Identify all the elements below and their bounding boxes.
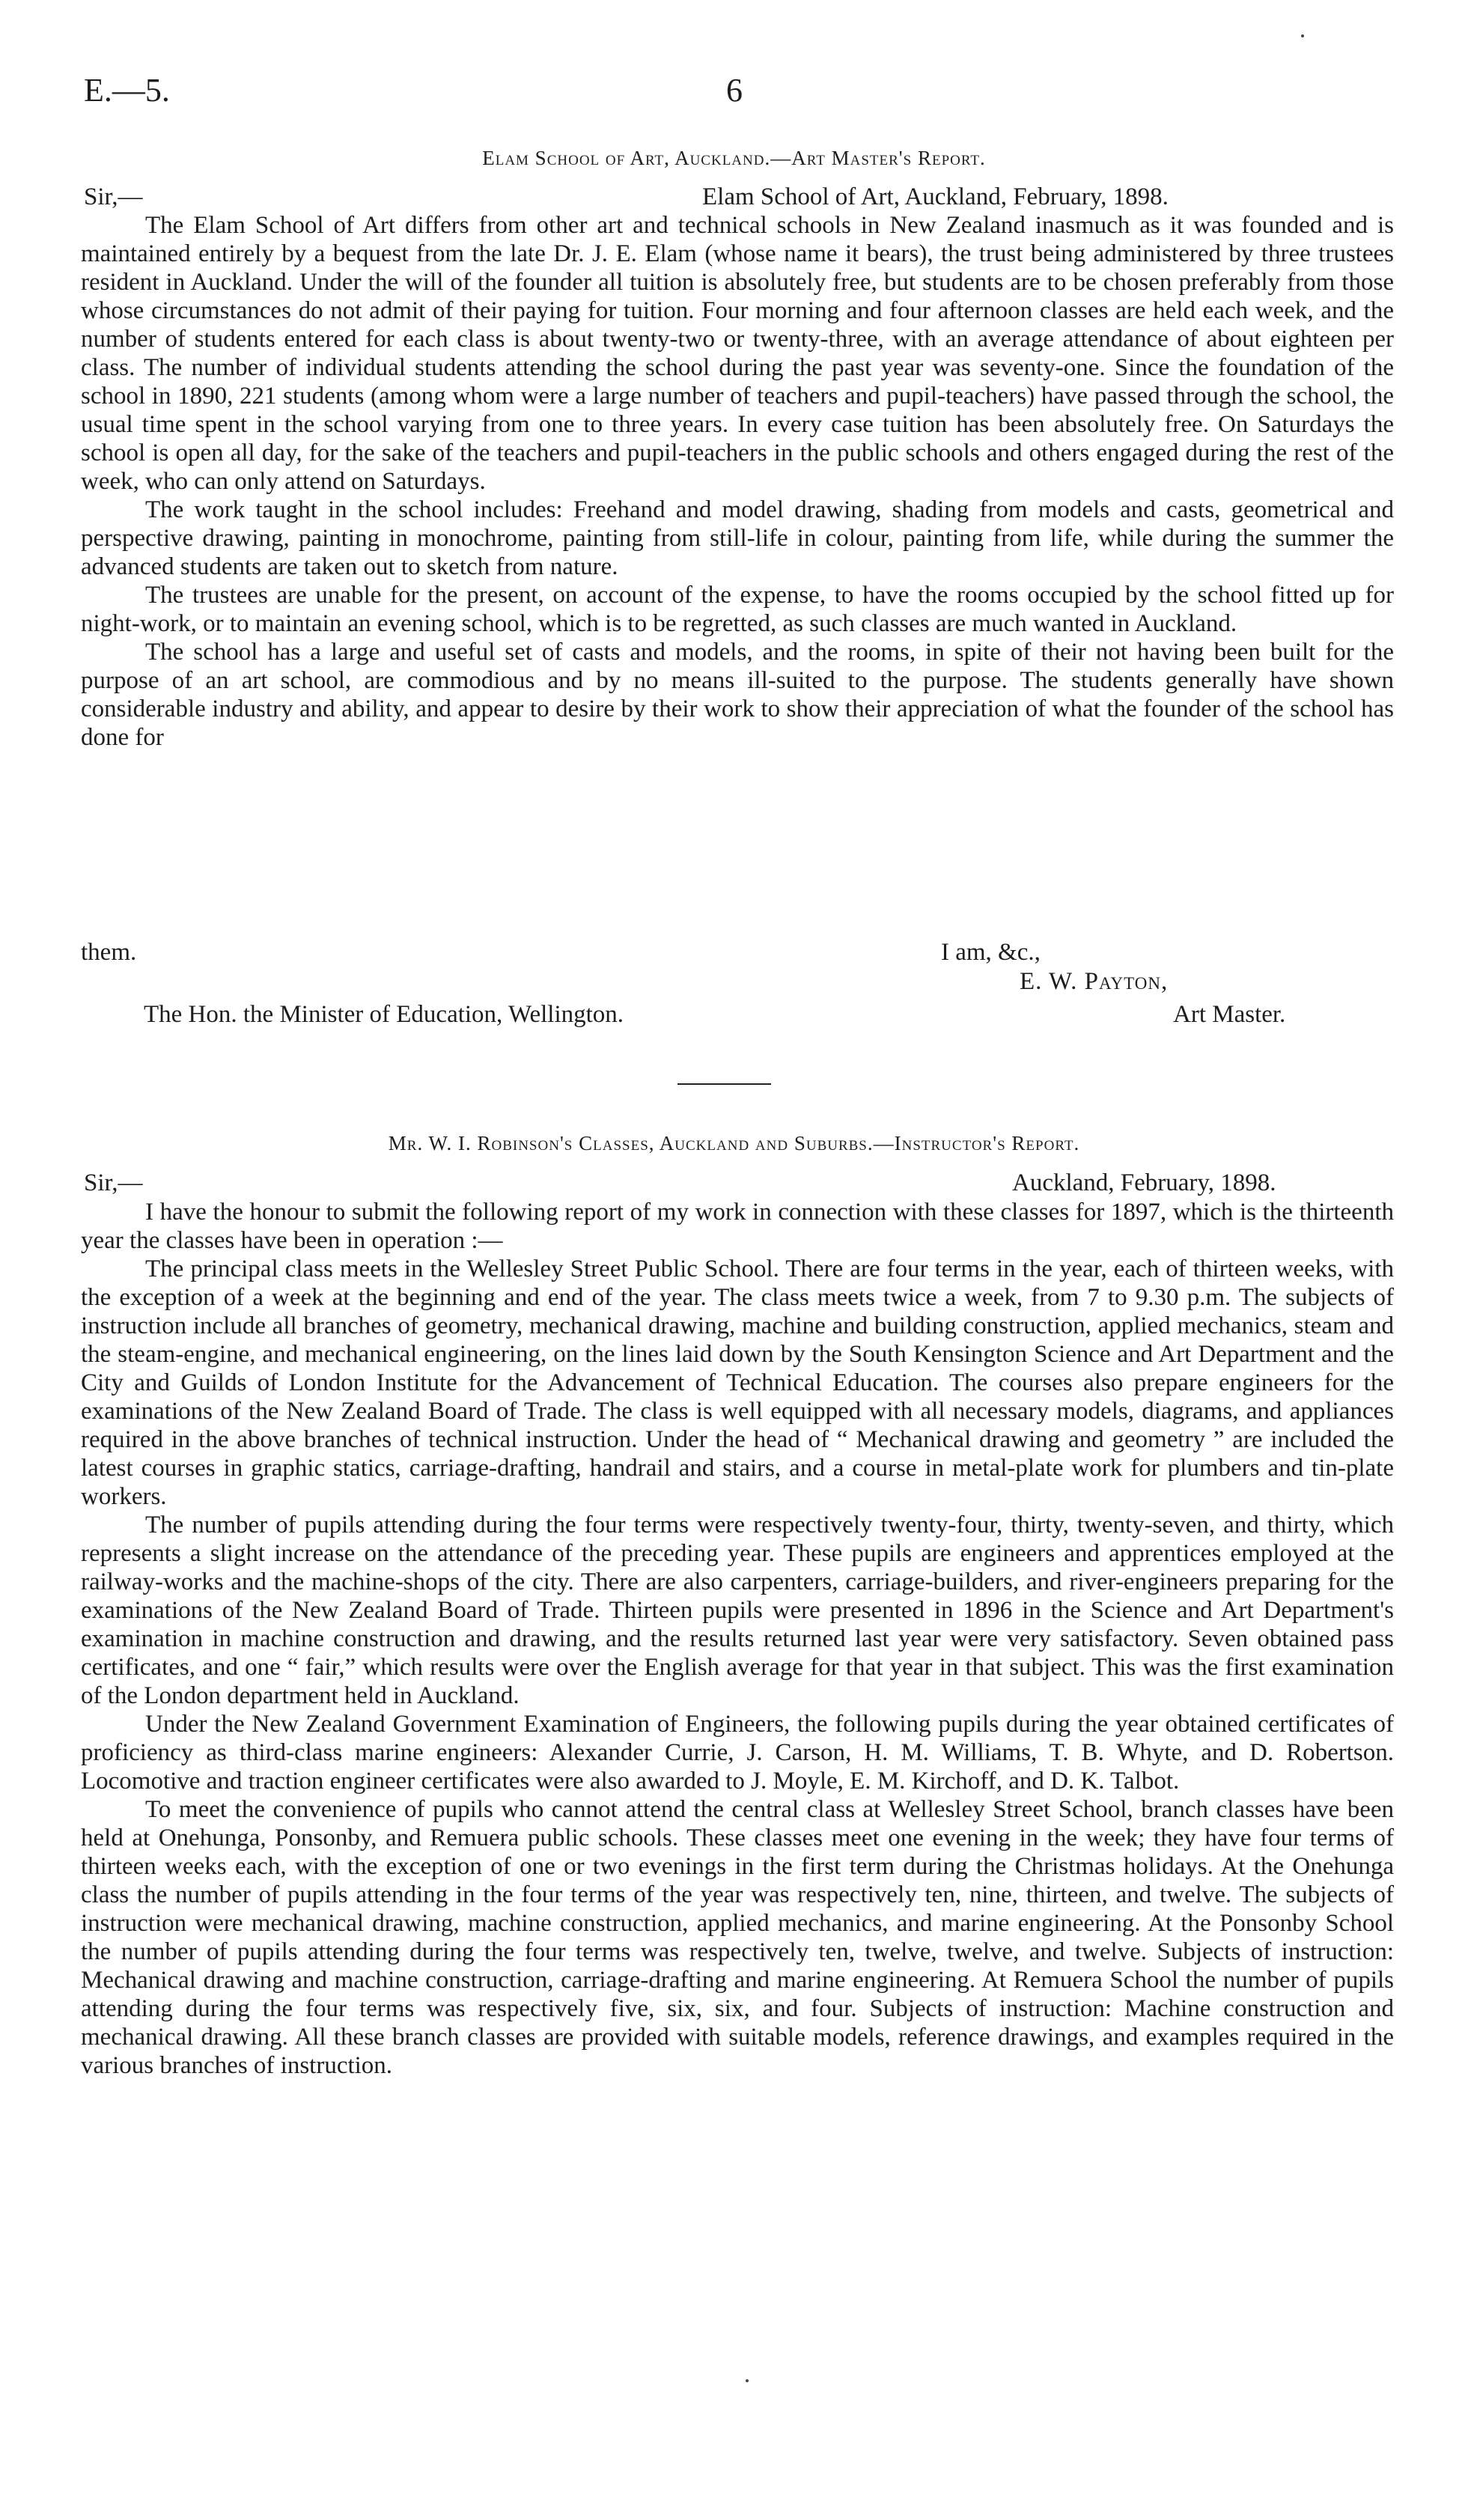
page-number: 6 <box>726 72 743 109</box>
report2-body <box>81 1198 1394 2080</box>
report2-dateline: Auckland, February, 1898. <box>1012 1169 1276 1196</box>
report1-paragraph: The work taught in the school includes: Freehand and model drawing, shading from models and casts, geometrical and perspective drawing, painting in monochrome, painting from still-life in colour, painting from life, while during the summer the advanced students are taken out to sketch from nature. <box>81 496 1394 580</box>
report1-role: Art Master. <box>1173 1001 1286 1028</box>
report1-signature: E. W. Payton, <box>1020 968 1169 995</box>
section-divider <box>677 1083 771 1085</box>
section-code: E.—5. <box>84 72 170 109</box>
scan-speck <box>1301 34 1304 37</box>
report2-salutation: Sir,— <box>84 1169 143 1196</box>
report1-salutation: Sir,— <box>84 183 143 210</box>
report1-paragraph: The trustees are unable for the present, on account of the expense, to have the rooms occupied by the school fitted up for night-work, or to maintain an evening school, which is to be regretted, as such classes are much wanted in Auckland. <box>81 582 1394 637</box>
report2-paragraph: Under the New Zealand Government Examination of Engineers, the following pupils during the year obtained certificates of proficiency as third-class marine engineers: Alexander Currie, J. Carson, H. M. Williams, T. B. Whyte, and D. Robertson. Locomotive and traction engineer certificates were also awarded to J. Moyle, E. M. Kirchoff, and D. K. Talbot. <box>81 1711 1394 1795</box>
report2-paragraph: The principal class meets in the Wellesley Street Public School. There are four terms in the year, each of thirteen weeks, with the exception of a week at the beginning and end of the year. The class meets twice a week, from 7 to 9.30 p.m. The subjects of instruction include all branches of geometry, mechanical drawing, machine and building construction, applied mechanics, steam and the steam-engine, and mechanical engineering, on the lines laid down by the South Kensington Science and Art Department and the City and Guilds of London Institute for the Advancement of Technical Education. The courses also prepare engineers for the examinations of the New Zealand Board of Trade. The class is well equipped with all necessary models, diagrams, and appliances required in the above branches of technical instruction. Under the head of “ Mechanical drawing and geometry ” are included the latest courses in graphic statics, carriage-drafting, handrail and stairs, and a course in metal-plate work for plumbers and tin-plate workers. <box>81 1256 1394 1510</box>
report2-paragraph: I have the honour to submit the following report of my work in connection with these classes for 1897, which is the thirteenth year the classes have been in operation :— <box>81 1199 1394 1254</box>
report2-paragraph: To meet the convenience of pupils who cannot attend the central class at Wellesley Street School, branch classes have been held at Onehunga, Ponsonby, and Remuera public schools. These classes meet one evening in the week; they have four terms of thirteen weeks each, with the exception of one or two evenings in the first term during the Christmas holidays. At the Onehunga class the number of pupils attending in the four terms of the year was respectively ten, nine, thirteen, and twelve. The subjects of instruction were mechanical drawing, machine construction, applied mechanics, and marine engineering. At the Ponsonby School the number of pupils attending during the four terms was respectively ten, twelve, twelve, and twelve. Subjects of instruction: Mechanical drawing and machine construction, carriage-drafting and marine engineering. At Remuera School the number of pupils attending during the four terms was respectively five, six, six, and four. Subjects of instruction: Machine construction and mechanical drawing. All these branch classes are provided with suitable models, reference drawings, and examples required in the various branches of instruction. <box>81 1796 1394 2079</box>
report1-paragraph: The Elam School of Art differs from other art and technical schools in New Zealand inasmuch as it was founded and is maintained entirely by a bequest from the late Dr. J. E. Elam (whose name it bears), the trust being administered by three trustees resident in Auckland. Under the will of the founder all tuition is absolutely free, but students are to be chosen preferably from those whose circumstances do not admit of their paying for tuition. Four morning and four afternoon classes are held each week, and the number of students entered for each class is about twenty-two or twenty-three, with an average attendance of about eighteen per class. The number of individual students attending the school during the past year was seventy-one. Since the foundation of the school in 1890, 221 students (among whom were a large number of teachers and pupil-teachers) have passed through the school, the usual time spent in the school varying from one to three years. In every case tuition has been absolutely free. On Saturdays the school is open all day, for the sake of the teachers and pupil-teachers in the public schools and others engaged during the rest of the week, who can only attend on Saturdays. <box>81 212 1394 495</box>
report1-paragraph: The school has a large and useful set of casts and models, and the rooms, in spite of their not having been built for the purpose of an art school, are commodious and by no means ill-suited to the purpose. The students generally have shown considerable industry and ability, and appear to desire by their work to show their appreciation of what the founder of the school has done for <box>81 639 1394 751</box>
report2-title: Mr. W. I. Robinson's Classes, Auckland and Suburbs.—Instructor's Report. <box>388 1132 1080 1154</box>
report1-last-line: them. <box>81 939 137 966</box>
scan-speck <box>746 2379 749 2382</box>
report1-title: Elam School of Art, Auckland.—Art Master's Report. <box>482 147 986 169</box>
report1-body <box>81 211 1394 752</box>
report2-paragraph: The number of pupils attending during the four terms were respectively twenty-four, thirty, twenty-seven, and thirty, which represents a slight increase on the attendance of the preceding year. These pupils are engineers and apprentices employed at the railway-works and the machine-shops of the city. There are also carpenters, carriage-builders, and river-engineers preparing for the examinations of the New Zealand Board of Trade. Thirteen pupils were presented in 1896 in the Science and Art Department's examination in machine construction and drawing, and the results returned last year were very satisfactory. Seven obtained pass certificates, and one “ fair,” which results were over the English average for that year in that subject. This was the first examination of the London department held in Auckland. <box>81 1512 1394 1709</box>
report1-closing: I am, &c., <box>941 939 1041 966</box>
report1-dateline: Elam School of Art, Auckland, February, 1898. <box>702 183 1169 210</box>
report1-addressee: The Hon. the Minister of Education, Wellington. <box>144 1001 624 1028</box>
